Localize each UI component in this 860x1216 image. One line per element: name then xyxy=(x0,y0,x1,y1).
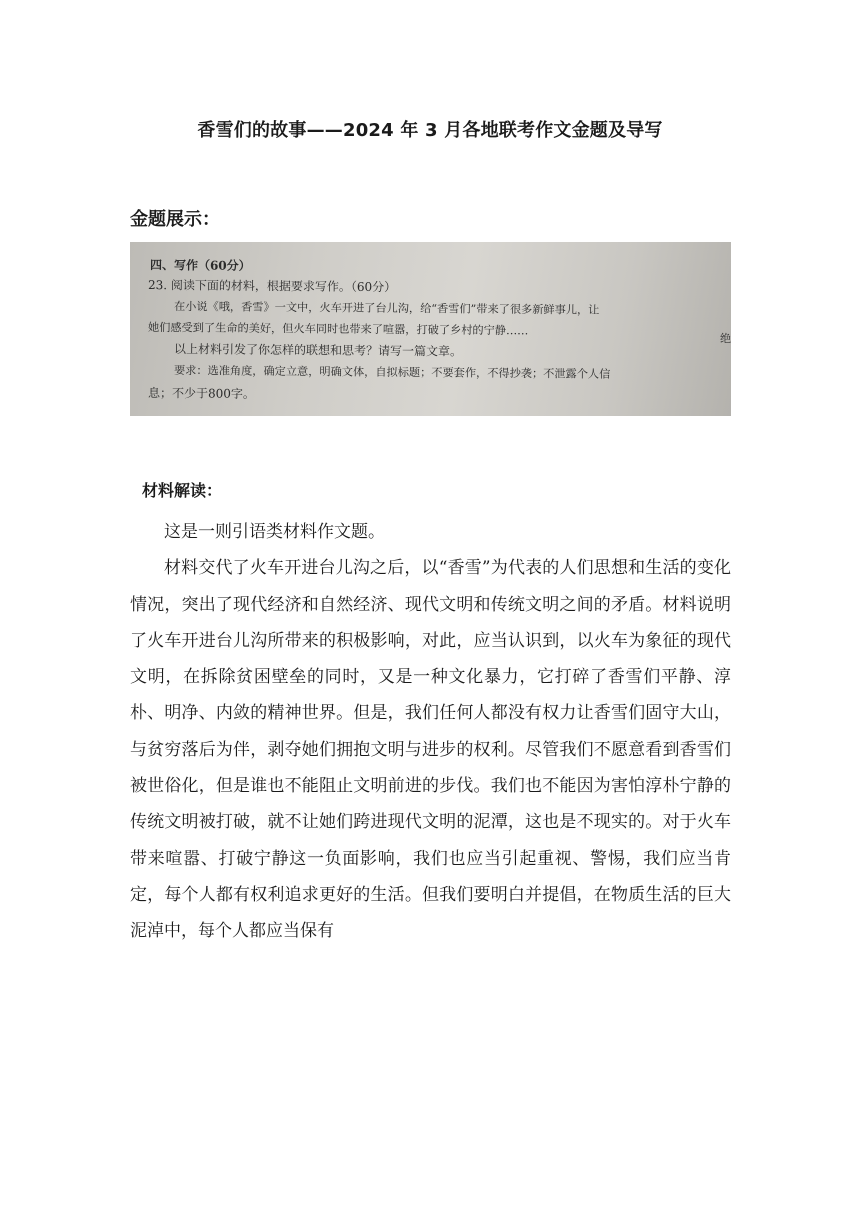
photo-background-texture xyxy=(430,248,730,268)
photo-line-requirements-1: 要求：选准角度，确定立意，明确文体，自拟标题；不要套作，不得抄袭；不泄露个人信 xyxy=(173,364,611,381)
paragraph-analysis: 材料交代了火车开进台儿沟之后，以“香雪”为代表的人们思想和生活的变化情况，突出了现代经济和自然经济、现代文明和传统文明之间的矛盾。材料说明了火车开进台儿沟所带来的积极影响，对此，应当认识到，以火车为象征的现代文明，在拆除贫困壁垒的同时，又是一种文化暴力，它打碎了香雪们平静、淳朴、明净、内敛的精神世界。但是，我们任何人都没有权力让香雪们固守大山，与贫穷落后为伴，剥夺她们拥抱文明与进步的权利。尽管我们不愿意看到香雪们被世俗化，但是谁也不能阻止文明前进的步伐。我们也不能因为害怕淳朴宁静的传统文明被打破，就不让她们跨进现代文明的泥潭，这也是不现实的。对于火车带来喧嚣、打破宁静这一负面影响，我们也应当引起重视、警惕，我们应当肯定，每个人都有权利追求更好的生活。但我们要明白并提倡，在物质生活的巨大泥淖中，每个人都应当保有 xyxy=(130,558,731,942)
section-heading: 金题展示： xyxy=(130,209,220,230)
photo-line-requirements-2: 息；不少于800字。 xyxy=(147,386,255,401)
photo-line-material-1: 在小说《哦，香雪》一文中，火车开进了台儿沟，给“香雪们”带来了很多新鲜事儿，让 xyxy=(173,300,600,317)
paragraph-intro: 这是一则引语类材料作文题。 xyxy=(164,522,385,542)
photo-edge-fragment: 绝 xyxy=(720,332,731,345)
exam-question-photo xyxy=(130,242,731,416)
photo-line-material-2: 她们感受到了生命的美好，但火车同时也带来了喧嚣，打破了乡村的宁静…… xyxy=(147,321,529,338)
photo-line-question: 23. 阅读下面的材料，根据要求写作。（60分） xyxy=(147,278,397,295)
photo-line-section: 四、写作（60分） xyxy=(149,258,251,273)
photo-line-prompt: 以上材料引发了你怎样的联想和思考？请写一篇文章。 xyxy=(173,342,463,359)
analysis-heading: 材料解读： xyxy=(142,481,223,500)
document-title: 香雪们的故事——2024 年 3 月各地联考作文金题及导写 xyxy=(197,120,663,141)
analysis-body xyxy=(130,514,731,950)
